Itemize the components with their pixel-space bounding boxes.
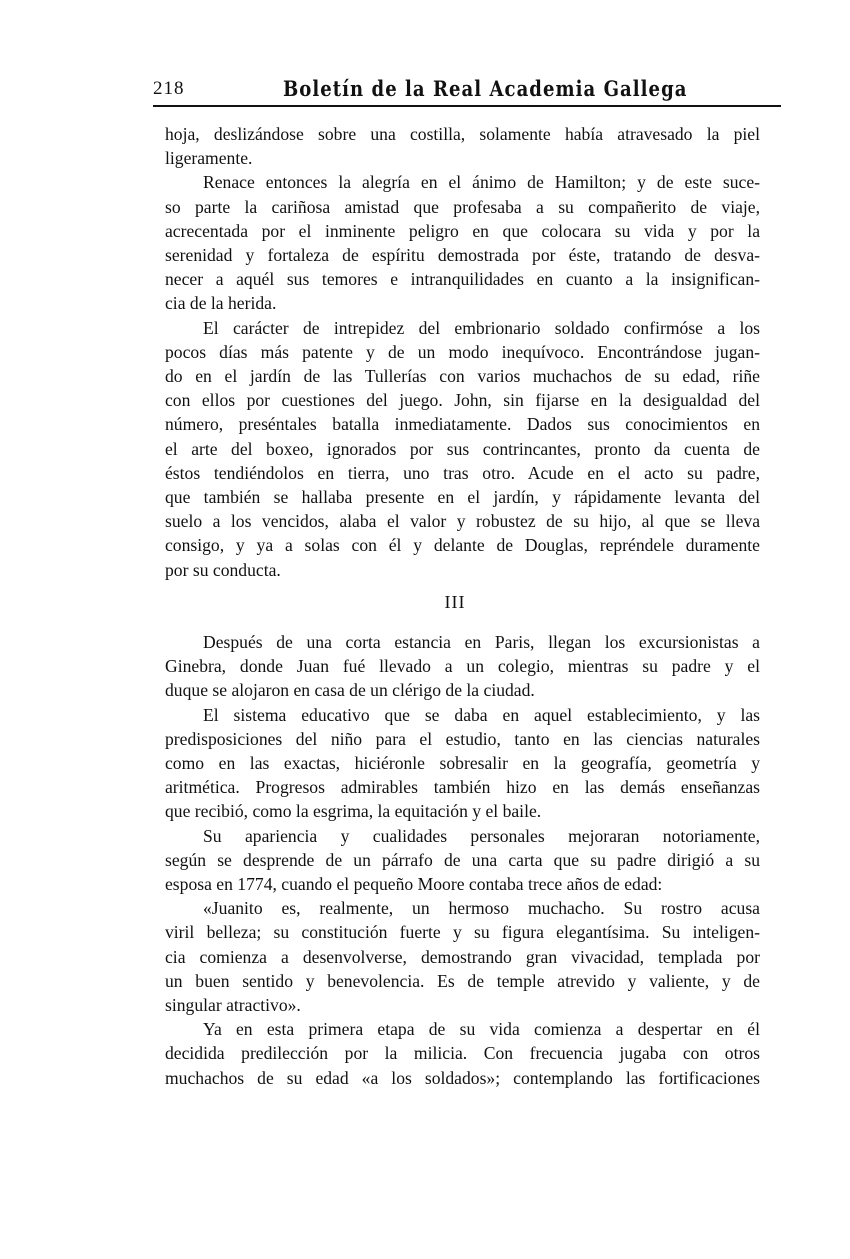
text-line: El sistema educativo que se daba en aquel establecimiento, y las xyxy=(203,704,760,725)
text-line: que también se hallaba presente en el jardín, y rápidamente levanta del xyxy=(165,487,760,507)
section-heading: III xyxy=(444,592,466,612)
text-line: pocos días más patente y de un modo inequívoco. Encontrándose jugan- xyxy=(165,341,760,362)
text-line: predisposiciones del niño para el estudio, tanto en las ciencias naturales xyxy=(165,728,760,749)
text-line: consigo, y ya a solas con él y delante de Douglas, repréndele duramente xyxy=(165,535,760,556)
text-line: hoja, deslizándose sobre una costilla, solamente había atravesado la piel xyxy=(165,124,760,144)
text-line: singular atractivo». xyxy=(165,995,301,1015)
text-line: aritmética. Progresos admirables también hizo en las demás enseñanzas xyxy=(165,777,760,798)
text-line: serenidad y fortaleza de espíritu demostrada por éste, tratando de desva- xyxy=(165,245,760,265)
text-line: «Juanito es, realmente, un hermoso muchacho. Su rostro acusa xyxy=(203,898,760,919)
text-line: muchachos de su edad «a los soldados»; contemplando las fortificaciones xyxy=(165,1067,760,1088)
text-line: do en el jardín de las Tullerías con varios muchachos de su edad, riñe xyxy=(165,366,760,386)
text-line: necer a aquél sus temores e intranquilidades en cuanto a la insignifican- xyxy=(165,269,760,290)
journal-title: Boletín de la Real Academia Gallega xyxy=(283,76,688,101)
text-line: decidida predilección por la milicia. Con frecuencia jugaba con otros xyxy=(165,1043,760,1064)
text-line: Ya en esta primera etapa de su vida comienza a despertar en él xyxy=(203,1019,760,1040)
text-line: éstos tendiéndolos en tierra, uno tras otro. Acude en el acto su padre, xyxy=(165,462,760,483)
text-line: so parte la cariñosa amistad que profesaba a su compañerito de viaje, xyxy=(165,196,760,217)
text-line: duque se alojaron en casa de un clérigo de la ciudad. xyxy=(165,680,535,701)
text-line: que recibió, como la esgrima, la equitación y el baile. xyxy=(165,801,542,822)
text-line: acrecentada por el inminente peligro en que colocara su vida y por la xyxy=(165,220,760,241)
text-line: viril belleza; su constitución fuerte y su figura elegantísima. Su inteligen- xyxy=(165,922,760,943)
text-line: Su apariencia y cualidades personales mejoraran notoriamente, xyxy=(203,825,760,846)
text-line: cia comienza a desenvolverse, demostrando gran vivacidad, templada por xyxy=(165,946,760,967)
text-line: un buen sentido y benevolencia. Es de temple atrevido y valiente, y de xyxy=(165,970,760,991)
text-line: el arte del boxeo, ignorados por sus contrincantes, pronto da cuenta de xyxy=(165,438,760,459)
text-line: Ginebra, donde Juan fué llevado a un colegio, mientras su padre y el xyxy=(165,656,760,677)
header-rule xyxy=(153,105,781,107)
text-line: suelo a los vencidos, alaba el valor y robustez de su hijo, al que se lleva xyxy=(165,511,760,532)
text-line: cia de la herida. xyxy=(165,293,277,314)
text-line: ligeramente. xyxy=(165,148,253,169)
text-line: número, preséntales batalla inmediatamente. Dados sus conocimientos en xyxy=(165,414,760,435)
text-line: por su conducta. xyxy=(165,559,281,580)
text-line: esposa en 1774, cuando el pequeño Moore contaba trece años de edad: xyxy=(165,874,663,894)
text-line: Renace entonces la alegría en el ánimo de Hamilton; y de este suce- xyxy=(203,172,760,193)
text-line: según se desprende de un párrafo de una carta que su padre dirigió a su xyxy=(165,849,760,870)
text-line: con ellos por cuestiones del juego. John, sin fijarse en la desigualdad del xyxy=(165,390,760,411)
text-line: como en las exactas, hiciéronle sobresalir en la geografía, geometría y xyxy=(165,753,760,773)
text-line: Después de una corta estancia en Paris, llegan los excursionistas a xyxy=(203,632,760,652)
page-number: 218 xyxy=(153,78,185,99)
text-line: El carácter de intrepidez del embrionario soldado confirmóse a los xyxy=(203,317,760,338)
